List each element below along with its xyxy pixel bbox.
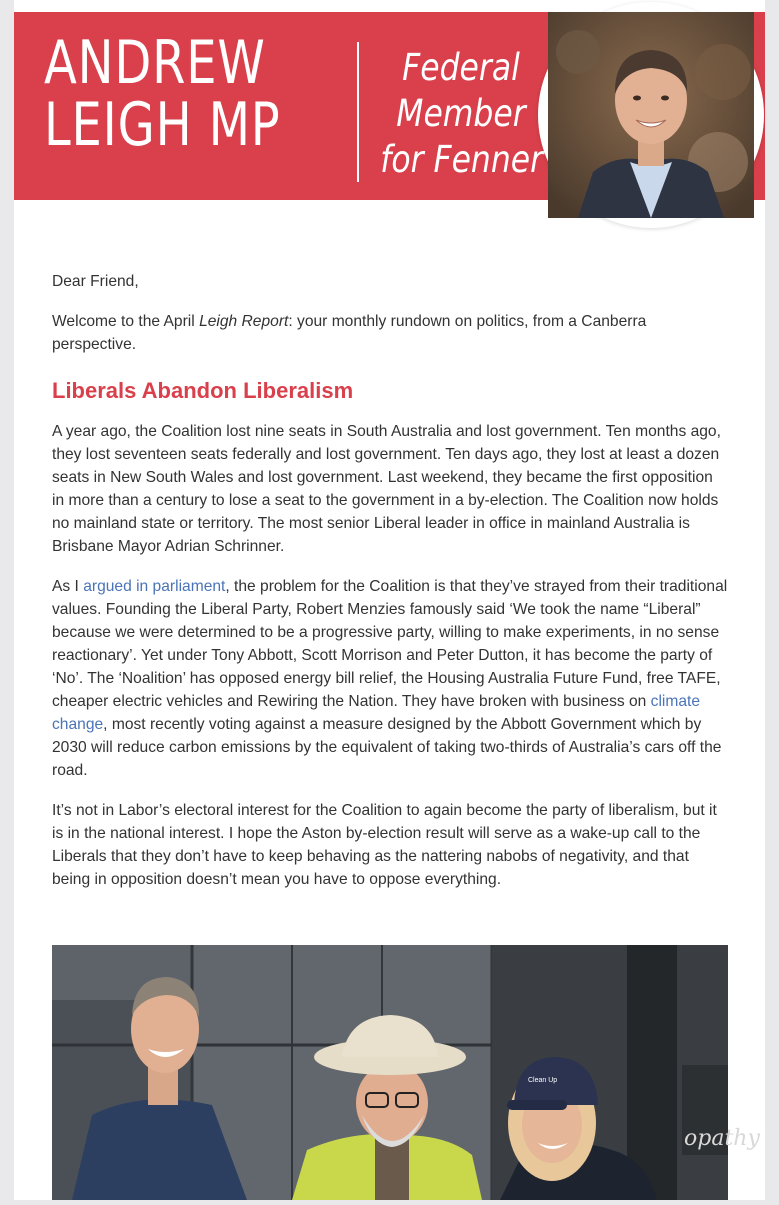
newsletter-body bbox=[52, 270, 728, 908]
group-photo-illustration bbox=[52, 945, 760, 1200]
title-line2: Member bbox=[396, 92, 526, 135]
intro-prefix: Welcome to the April bbox=[52, 313, 200, 330]
title-line3: for Fenner bbox=[380, 138, 544, 181]
climate-change-link[interactable]: climate change bbox=[52, 693, 701, 733]
event-photo bbox=[52, 945, 760, 1200]
leigh-report-title: Leigh Report bbox=[199, 313, 289, 330]
para2-text-b: , the problem for the Coalition is that they’ve strayed from their traditional values. Founding the Liberal Party, Robert Menzies famously said ‘We took the name “Liberal” because we were determined to be a progressive party, willing to make experiments, in no sense reactionary’. Yet under Tony Abbott, Scott Morrison and Peter Dutton, it has become the party of ‘No’. The ‘Noalition’ has opposed energy bill relief, the Housing Australia Future Fund, free TAFE, cheaper electric vehicles and Rewiring the Nation. They have broken with business on bbox=[52, 578, 728, 710]
paragraph-1: A year ago, the Coalition lost nine seats in South Australia and lost government. Ten months ago, they lost seventeen seats federally and lost government. Ten days ago, they lost at least a dozen seats in New South Wales and lost government. Last weekend, they became the first opposition in more than a century to lose a seat to the government in a by-election. The Coalition now holds no mainland state or territory. The most senior Liberal leader in office in mainland Australia is Brisbane Mayor Adrian Schrinner. bbox=[52, 423, 721, 555]
greeting: Dear Friend, bbox=[52, 273, 139, 290]
argued-in-parliament-link[interactable]: argued in parliament bbox=[83, 578, 226, 595]
paragraph-3: It’s not in Labor’s electoral interest for the Coalition to again become the party of liberalism, but it is in the national interest. I hope the Aston by-election result will serve as a wake-up call to the Liberals that they don’t have to keep behaving as the nattering nabobs of negativity, and that being in opposition doesn’t mean you have to oppose everything. bbox=[52, 802, 717, 888]
para2-text-a: As I bbox=[52, 578, 84, 595]
electorate-title bbox=[380, 45, 542, 183]
section-heading: Liberals Abandon Liberalism bbox=[52, 378, 354, 403]
title-line1: Federal bbox=[402, 46, 520, 89]
banner-divider bbox=[357, 42, 359, 182]
portrait-illustration bbox=[548, 12, 754, 218]
mp-portrait bbox=[538, 2, 764, 228]
para2-text-c: , most recently voting against a measure designed by the Abbott Government which by 2030 will reduce carbon emissions by the equivalent of taking two-thirds of Australia’s cars off the road. bbox=[52, 716, 722, 779]
mp-name-line2: LEIGH MP bbox=[44, 90, 281, 160]
intro-suffix: : your monthly rundown on politics, from a Canberra perspective. bbox=[52, 313, 647, 353]
cap-text: Clean Up bbox=[528, 1077, 558, 1084]
portrait-photo bbox=[548, 12, 754, 218]
background-sign-text: opathy bbox=[684, 1126, 760, 1151]
mp-name-line1: ANDREW bbox=[44, 28, 266, 98]
paragraph-2 bbox=[52, 575, 728, 782]
intro-paragraph bbox=[52, 310, 728, 356]
mp-name-wordmark bbox=[44, 28, 281, 160]
